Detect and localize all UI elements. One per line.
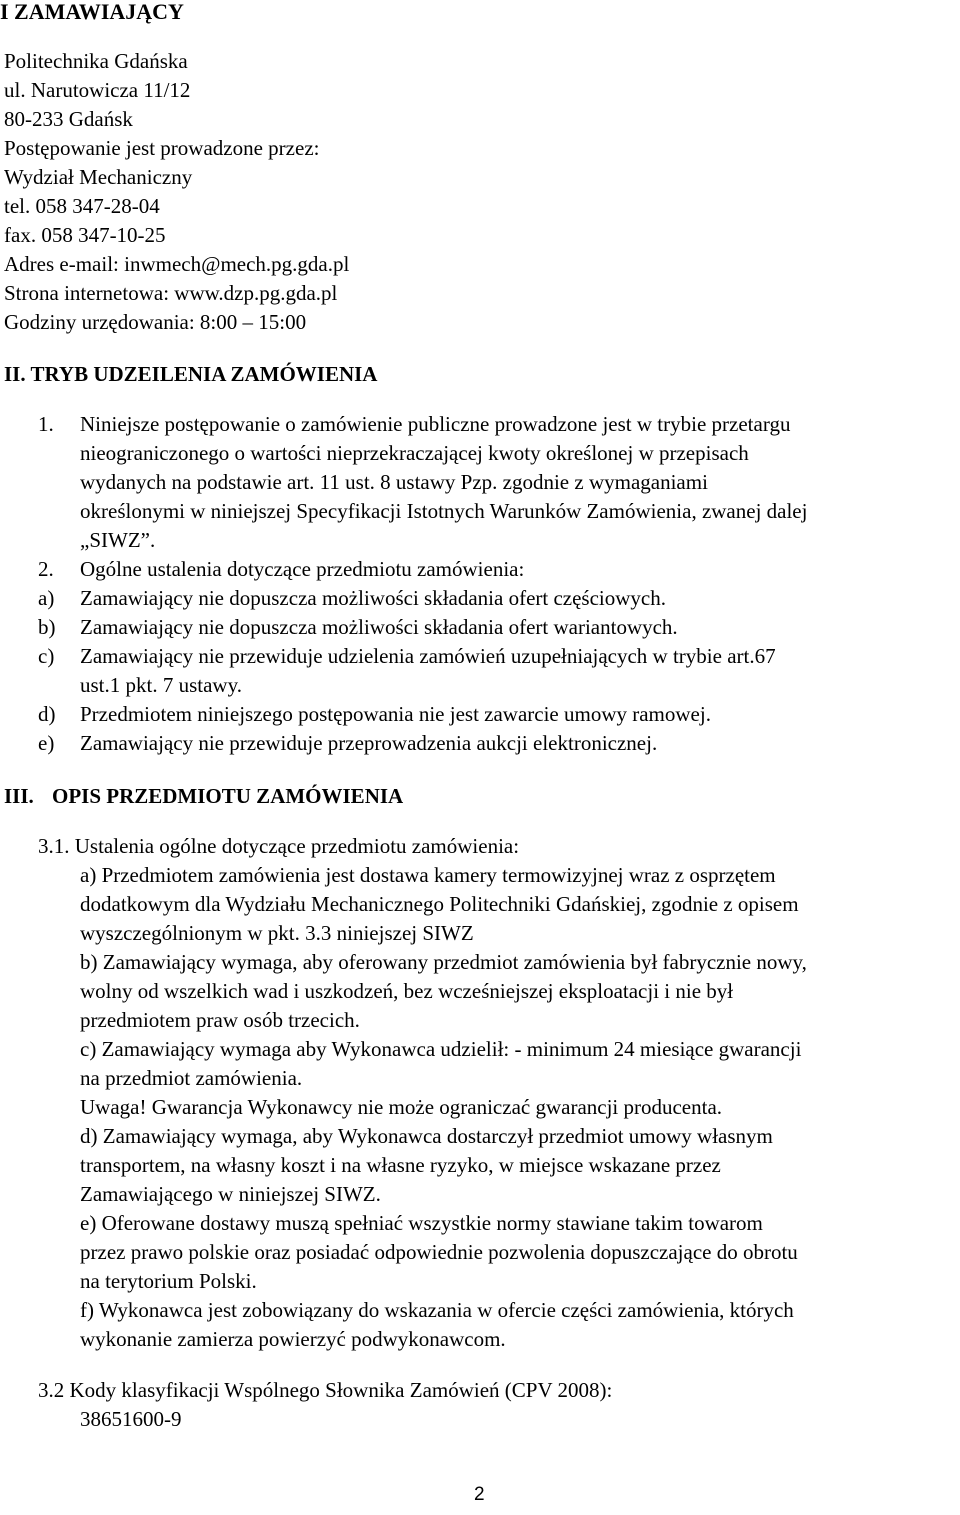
address-line: Wydział Mechaniczny <box>4 165 193 189</box>
paragraph-line: nieograniczonego o wartości nieprzekraczającej kwoty określonej w przepisach <box>80 441 749 465</box>
subsection-line: b) Zamawiający wymaga, aby oferowany przedmiot zamówienia był fabrycznie nowy, <box>80 950 807 974</box>
address-line: Postępowanie jest prowadzone przez: <box>4 136 320 160</box>
paragraph-number: 1. <box>38 412 54 436</box>
list-item: Przedmiotem niniejszego postępowania nie jest zawarcie umowy ramowej. <box>80 702 711 726</box>
subsection-line: przez prawo polskie oraz posiadać odpowiednie pozwolenia dopuszczające do obrotu <box>80 1240 798 1264</box>
address-line: Politechnika Gdańska <box>4 49 188 73</box>
subsection-line: dodatkowym dla Wydziału Mechanicznego Politechniki Gdańskiej, zgodnie z opisem <box>80 892 799 916</box>
list-marker: c) <box>38 644 55 668</box>
section-3-heading: OPIS PRZEDMIOTU ZAMÓWIENIA <box>52 784 404 808</box>
section-3-number: III. <box>4 784 34 808</box>
subsection-line: c) Zamawiający wymaga aby Wykonawca udzielił: - minimum 24 miesiące gwarancji <box>80 1037 802 1061</box>
subsection-title: 3.1. Ustalenia ogólne dotyczące przedmiotu zamówienia: <box>38 834 520 858</box>
paragraph-number: 2. <box>38 557 54 581</box>
section-1-heading: I ZAMAWIAJĄCY <box>0 0 184 24</box>
section-2-heading: II. TRYB UDZEILENIA ZAMÓWIENIA <box>4 362 378 386</box>
list-marker: d) <box>38 702 56 726</box>
subsection-line: Zamawiającego w niniejszej SIWZ. <box>80 1182 381 1206</box>
subsection-line: wyszczególnionym w pkt. 3.3 niniejszej SIWZ <box>80 921 474 945</box>
paragraph-line: „SIWZ”. <box>80 528 156 552</box>
paragraph-line: Niniejsze postępowanie o zamówienie publiczne prowadzone jest w trybie przetargu <box>80 412 791 436</box>
office-hours-line: Godziny urzędowania: 8:00 – 15:00 <box>4 310 307 334</box>
subsection-line: na terytorium Polski. <box>80 1269 257 1293</box>
list-item: Zamawiający nie przewiduje przeprowadzenia aukcji elektronicznej. <box>80 731 658 755</box>
paragraph-line: wydanych na podstawie art. 11 ust. 8 ustawy Pzp. zgodnie z wymaganiami <box>80 470 708 494</box>
address-line: ul. Narutowicza 11/12 <box>4 78 191 102</box>
paragraph-line: określonymi w niniejszej Specyfikacji Istotnych Warunków Zamówienia, zwanej dalej <box>80 499 808 523</box>
subsection-line: f) Wykonawca jest zobowiązany do wskazania w ofercie części zamówienia, których <box>80 1298 794 1322</box>
list-marker: a) <box>38 586 55 610</box>
subsection-line: wolny od wszelkich wad i uszkodzeń, bez wcześniejszej eksploatacji i nie był <box>80 979 734 1003</box>
list-item: ust.1 pkt. 7 ustawy. <box>80 673 242 697</box>
page-number: 2 <box>474 1484 485 1505</box>
subsection-line: e) Oferowane dostawy muszą spełniać wszystkie normy stawiane takim towarom <box>80 1211 763 1235</box>
subsection-line: na przedmiot zamówienia. <box>80 1066 303 1090</box>
cpv-code: 38651600-9 <box>80 1407 182 1431</box>
email-line: Adres e-mail: inwmech@mech.pg.gda.pl <box>4 252 350 276</box>
website-line: Strona internetowa: www.dzp.pg.gda.pl <box>4 281 338 305</box>
paragraph-line: Ogólne ustalenia dotyczące przedmiotu zamówienia: <box>80 557 525 581</box>
subsection-line: Uwaga! Gwarancja Wykonawcy nie może ograniczać gwarancji producenta. <box>80 1095 723 1119</box>
list-item: Zamawiający nie dopuszcza możliwości składania ofert wariantowych. <box>80 615 678 639</box>
list-item: Zamawiający nie dopuszcza możliwości składania ofert częściowych. <box>80 586 667 610</box>
list-marker: e) <box>38 731 55 755</box>
list-item: Zamawiający nie przewiduje udzielenia zamówień uzupełniających w trybie art.67 <box>80 644 776 668</box>
list-marker: b) <box>38 615 56 639</box>
address-line: fax. 058 347-10-25 <box>4 223 166 247</box>
subsection-line: a) Przedmiotem zamówienia jest dostawa kamery termowizyjnej wraz z osprzętem <box>80 863 776 887</box>
subsection-line: przedmiotem praw osób trzecich. <box>80 1008 360 1032</box>
address-line: tel. 058 347-28-04 <box>4 194 160 218</box>
subsection-title: 3.2 Kody klasyfikacji Wspólnego Słownika Zamówień (CPV 2008): <box>38 1378 613 1402</box>
address-line: 80-233 Gdańsk <box>4 107 133 131</box>
subsection-line: wykonanie zamierza powierzyć podwykonawcom. <box>80 1327 506 1351</box>
subsection-line: transportem, na własny koszt i na własne ryzyko, w miejsce wskazane przez <box>80 1153 721 1177</box>
subsection-line: d) Zamawiający wymaga, aby Wykonawca dostarczył przedmiot umowy własnym <box>80 1124 773 1148</box>
